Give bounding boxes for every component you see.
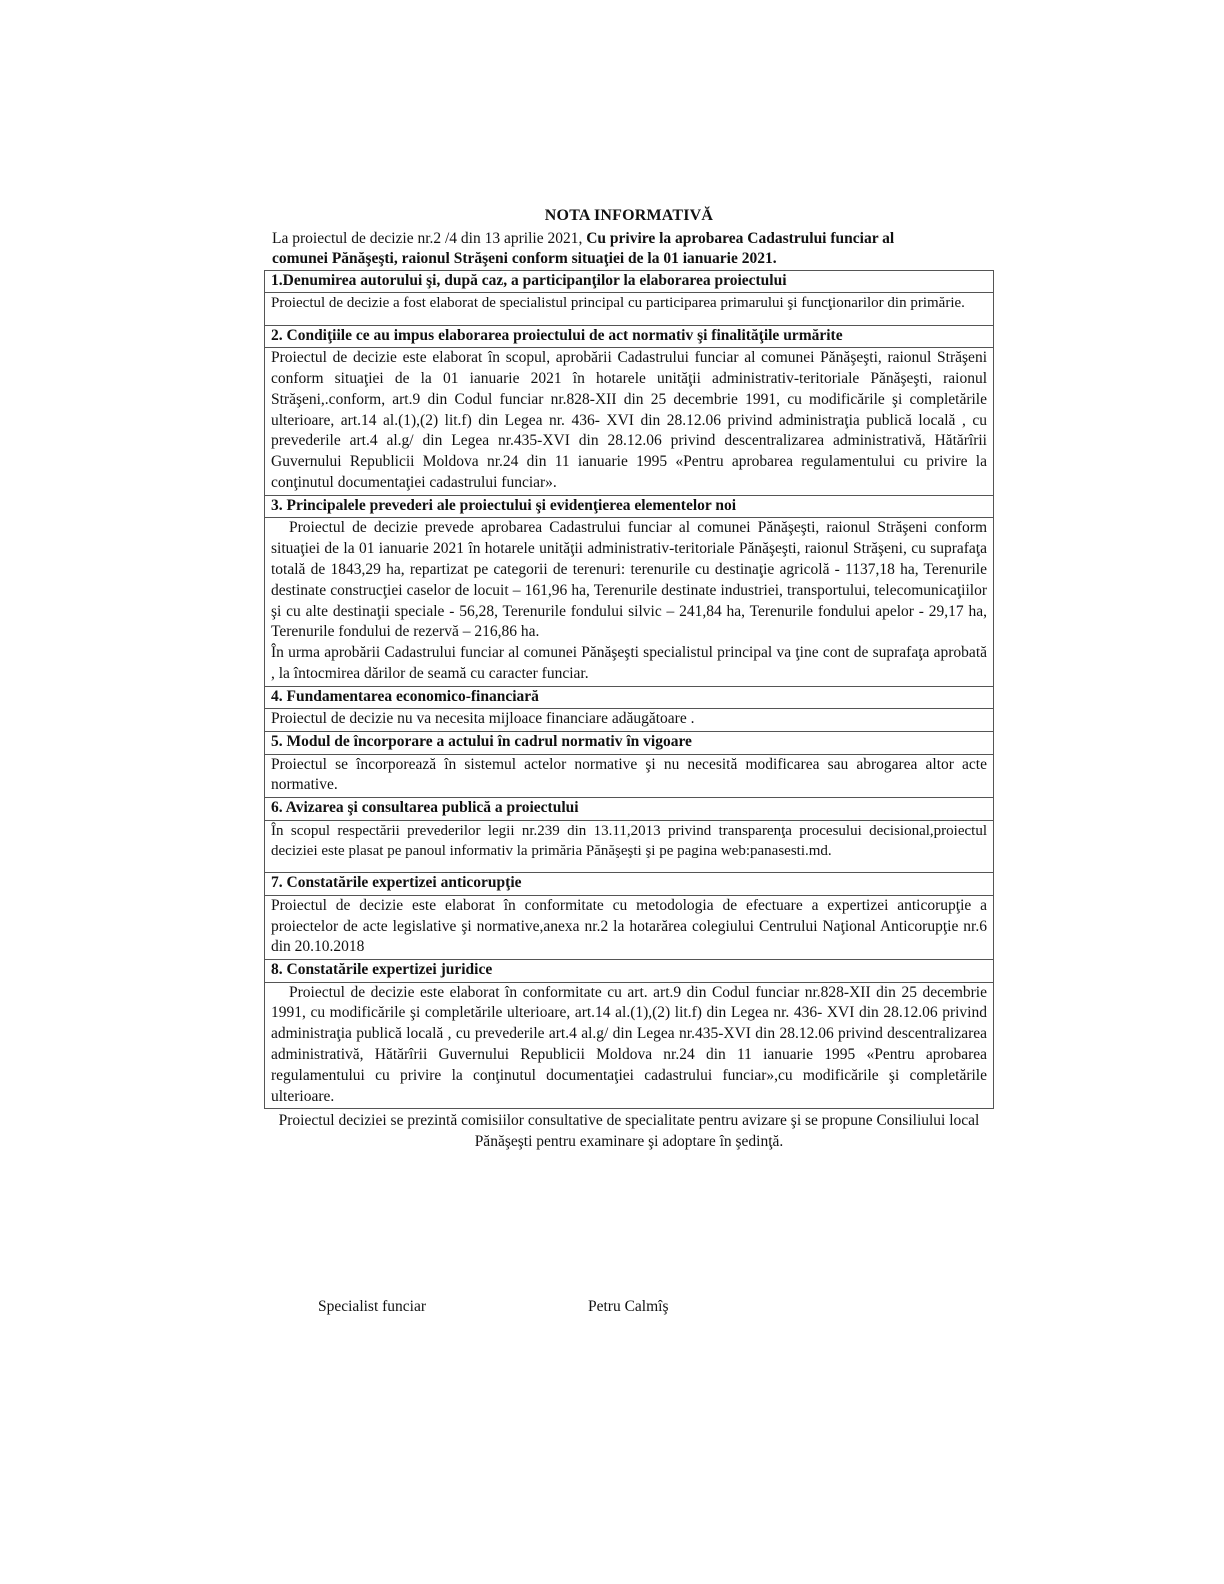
document <box>264 206 994 1152</box>
section-body <box>265 293 994 326</box>
section-body <box>265 709 994 732</box>
section-body <box>265 982 994 1109</box>
section-5-heading-row <box>265 732 994 755</box>
document-title: NOTA INFORMATIVĂ <box>544 207 714 224</box>
section-heading: 8. Constatările expertizei juridice <box>265 960 994 983</box>
section-body <box>265 754 994 798</box>
section-heading: 6. Avizarea şi consultarea publică a proiectului <box>265 798 994 821</box>
intro-prefix: La proiectul de decizie nr.2 /4 din 13 aprilie 2021, <box>272 229 587 247</box>
section-4-heading-row <box>265 686 994 709</box>
intro-subject: Cu privire la aprobarea Cadastrului funciar al comunei Pănăşeşti, raionul Străşeni conform situaţiei de la 01 ianuarie 2021. <box>272 229 895 267</box>
section-heading: 3. Principalele prevederi ale proiectului şi evidenţierea elementelor noi <box>265 495 994 518</box>
section-paragraph: Proiectul de decizie nu va necesita mijloace financiare adăugătoare . <box>271 710 695 728</box>
section-6-body-row <box>265 820 994 873</box>
section-2-heading-row <box>265 325 994 348</box>
section-heading: 5. Modul de încorporare a actului în cadrul normativ în vigoare <box>265 732 994 755</box>
section-3-body-row <box>265 518 994 686</box>
section-paragraph: Proiectul de decizie este elaborat în conformitate cu metodologia de efectuare a expertizei anticorupţie a proiectelor de acte legislative şi normative,anexa nr.2 la hotarărea colegiului Centrului Naţional Anticorupţie nr.6 din 20.10.2018 <box>271 896 987 956</box>
sections-table <box>264 270 994 1110</box>
section-8-heading-row <box>265 960 994 983</box>
section-paragraph: Proiectul de decizie este elaborat în scopul, aprobării Cadastrului funciar al comunei Pănăşeşti, raionul Străşeni conform situaţiei de la 01 ianuarie 2021 în hotarele unităţii administrativ-teritoriale Pănăşeşti, raionul Străşeni,.conform, art.9 din Codul funciar nr.828-XII din 25 decembrie 1991, cu modificările şi completările ulterioare, art.14 al.(1),(2) lit.f) din Legea nr. 436- XVI din 28.12.06 privind administraţia publică locală , cu prevederile art.4 al.g/ din Legea nr.435-XVI din 28.12.06 privind descentralizarea administrativă, Hătărîrii Guvernului Republicii Moldova nr.24 din 11 ianuarie 1995 «Pentru aprobarea regulamentului cu privire la conţinutul documentaţiei cadastrului funciar». <box>271 349 987 492</box>
section-7-heading-row <box>265 873 994 896</box>
signatory-name: Petru Calmîş <box>588 1298 669 1315</box>
section-1-heading-row <box>265 270 994 293</box>
section-heading: 2. Condiţiile ce au impus elaborarea proiectului de act normativ şi finalităţile urmărite <box>265 325 994 348</box>
section-paragraph: În scopul respectării prevederilor legii nr.239 din 13.11,2013 privind transparenţa procesului decisional,proiectul deciziei este plasat pe panoul informativ la primăria Pănăşeşti şi pe pagina web:panasesti.md. <box>271 822 987 860</box>
closing-statement: Proiectul deciziei se prezintă comisiilor consultative de specialitate pentru avizare şi se propune Consiliului local Pănăşeşti pentru examinare şi adoptare în şedinţă. <box>278 1112 980 1150</box>
intro-paragraph <box>264 229 994 269</box>
section-body <box>265 895 994 959</box>
section-5-body-row <box>265 754 994 798</box>
section-body <box>265 518 994 686</box>
section-body <box>265 820 994 873</box>
section-heading: 1.Denumirea autorului şi, după caz, a participanţilor la elaborarea proiectului <box>265 270 994 293</box>
section-body <box>265 348 994 496</box>
section-4-body-row <box>265 709 994 732</box>
section-2-body-row <box>265 348 994 496</box>
section-paragraph: Proiectul de decizie a fost elaborat de specialistul principal cu participarea primarului şi funcţionarilor din primărie. <box>271 295 965 311</box>
section-paragraph: Proiectul de decizie este elaborat în conformitate cu art. art.9 din Codul funciar nr.828-XII din 25 decembrie 1991, cu modificările şi completările ulterioare, art.14 al.(1),(2) lit.f) din Legea nr. 436- XVI din 28.12.06 privind administraţia publică locală , cu prevederile art.4 al.g/ din Legea nr.435-XVI din 28.12.06 privind descentralizarea administrativă, Hătărîrii Guvernului Republicii Moldova nr.24 din 11 ianuarie 1995 «Pentru aprobarea regulamentului cu privire la conţinutul documentaţiei cadastrului funciar»,cu modificările şi completările ulterioare. <box>271 983 987 1105</box>
section-heading: 7. Constatările expertizei anticorupţie <box>265 873 994 896</box>
section-paragraph: În urma aprobării Cadastrului funciar al comunei Pănăşeşti specialistul principal va ţine cont de suprafaţa aprobată , la întocmirea dărilor de seamă cu caracter funciar. <box>271 644 987 682</box>
section-heading: 4. Fundamentarea economico-financiară <box>265 686 994 709</box>
section-paragraph: Proiectul de decizie prevede aprobarea Cadastrului funciar al comunei Pănăşeşti, raionul Străşeni conform situaţiei de la 01 ianuarie 2021 în hotarele unităţii administrativ-teritoriale Pănăşeşti, raionul Străşeni, cu suprafaţa totală de 1843,29 ha, repartizat pe categorii de terenuri: terenurile cu destinaţie agricolă - 1137,18 ha, Terenurile destinate construcţiei caselor de locuit – 161,96 ha, Terenurile destinate industriei, transportului, telecomunicaţiilor şi cu alte destinaţii speciale - 56,28, Terenurile fondului silvic – 241,84 ha, Terenurile fondului apelor - 29,17 ha, Terenurile fondului de rezervă – 216,86 ha. <box>271 519 987 641</box>
section-8-body-row <box>265 982 994 1109</box>
section-1-body-row <box>265 293 994 326</box>
signatory-role: Specialist funciar <box>318 1298 427 1315</box>
section-3-heading-row <box>265 495 994 518</box>
section-paragraph: Proiectul se încorporează în sistemul actelor normative şi nu necesită modificarea sau abrogarea altor acte normative. <box>271 755 987 794</box>
section-7-body-row <box>265 895 994 959</box>
section-6-heading-row <box>265 798 994 821</box>
